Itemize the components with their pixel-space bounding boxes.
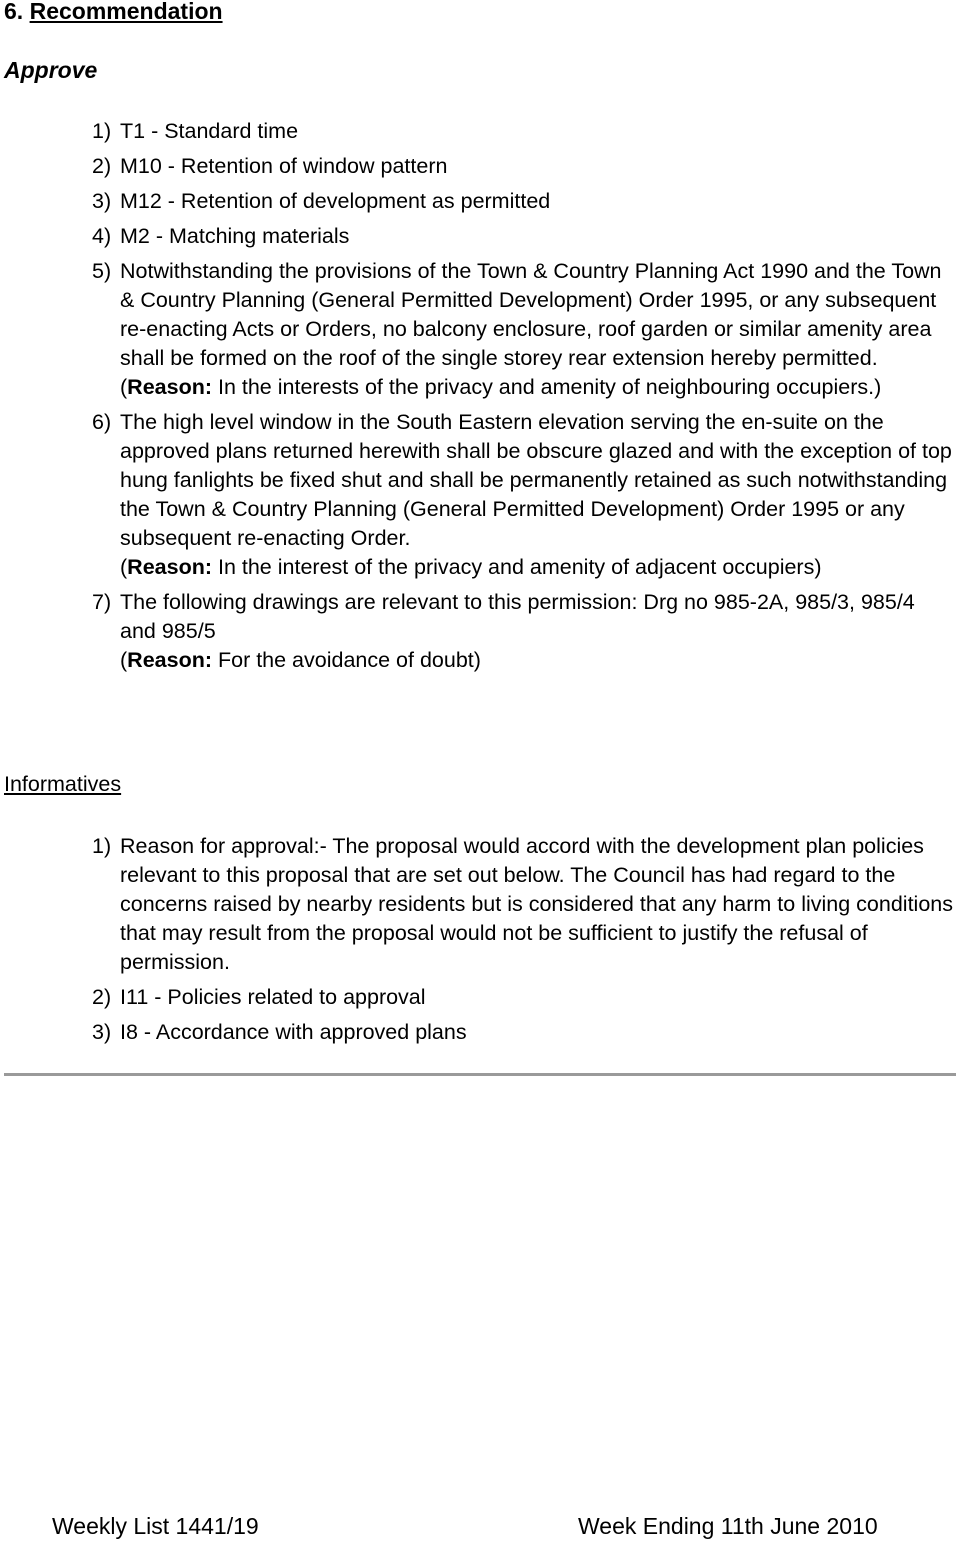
- informative-number: 2): [92, 985, 112, 1009]
- condition-number: 1): [92, 119, 112, 143]
- condition-number: 4): [92, 224, 112, 248]
- informative-text: Reason for approval:- The proposal would accord with the development plan policies relevant to this proposal that are set out below. The Council has had regard to the concerns raised by nearby residents but is considered that any harm to living conditions that may result from the proposal would not be sufficient to justify the refusal of permission.: [120, 834, 953, 974]
- condition-item: [92, 222, 954, 251]
- footer-week-ending: Week Ending 11th June 2010: [578, 1513, 878, 1539]
- reason-text: In the interest of the privacy and amenity of adjacent occupiers): [212, 555, 822, 579]
- condition-number: 3): [92, 189, 112, 213]
- informative-item: [92, 832, 954, 977]
- conditions-list: [92, 117, 954, 681]
- divider: [4, 1073, 956, 1076]
- condition-number: 5): [92, 259, 112, 283]
- condition-text: T1 - Standard time: [120, 119, 299, 143]
- decision-label: Approve: [4, 57, 98, 83]
- condition-item: [92, 152, 954, 181]
- condition-item: [92, 257, 954, 402]
- informative-item: [92, 983, 954, 1012]
- footer-weekly-list: Weekly List 1441/19: [52, 1513, 259, 1539]
- condition-number: 6): [92, 410, 112, 434]
- condition-text: The following drawings are relevant to this permission: Drg no 985-2A, 985/3, 985/4 and 985/5: [120, 590, 915, 643]
- informative-number: 3): [92, 1020, 112, 1044]
- reason-text: In the interests of the privacy and amenity of neighbouring occupiers.): [212, 375, 882, 399]
- informatives-heading: Informatives: [4, 772, 122, 796]
- informative-text: I8 - Accordance with approved plans: [120, 1020, 467, 1044]
- condition-text: M10 - Retention of window pattern: [120, 154, 448, 178]
- informatives-list: [92, 832, 954, 1053]
- condition-text: M2 - Matching materials: [120, 224, 350, 248]
- condition-text: The high level window in the South Eastern elevation serving the en-suite on the approved plans returned herewith shall be obscure glazed and with the exception of top hung fanlights be fixed shut and shall be permanently retained as such notwithstanding the Town & Country Planning (General Permitted Development) Order 1995 or any subsequent re-enacting Order.: [120, 410, 952, 550]
- reason-open-paren: (: [120, 375, 128, 399]
- reason-label: Reason:: [127, 555, 212, 579]
- condition-item: [92, 408, 954, 582]
- informative-text: I11 - Policies related to approval: [120, 985, 426, 1009]
- reason-open-paren: (: [120, 648, 128, 672]
- condition-number: 7): [92, 590, 112, 614]
- condition-number: 2): [92, 154, 112, 178]
- reason-label: Reason:: [127, 375, 212, 399]
- condition-item: [92, 117, 954, 146]
- informative-number: 1): [92, 834, 112, 858]
- section-number: 6.: [4, 0, 24, 24]
- condition-text: M12 - Retention of development as permitted: [120, 189, 551, 213]
- condition-item: [92, 588, 954, 675]
- reason-open-paren: (: [120, 555, 128, 579]
- condition-item: [92, 187, 954, 216]
- section-title: Recommendation: [29, 0, 223, 24]
- informative-item: [92, 1018, 954, 1047]
- reason-label: Reason:: [127, 648, 212, 672]
- section-heading: [4, 0, 223, 25]
- reason-text: For the avoidance of doubt): [212, 648, 481, 672]
- condition-text: Notwithstanding the provisions of the Town & Country Planning Act 1990 and the Town & Country Planning (General Permitted Development) Order 1995, or any subsequent re-enacting Acts or Orders, no balcony enclosure, roof garden or similar amenity area shall be formed on the roof of the single storey rear extension hereby permitted.: [120, 259, 942, 370]
